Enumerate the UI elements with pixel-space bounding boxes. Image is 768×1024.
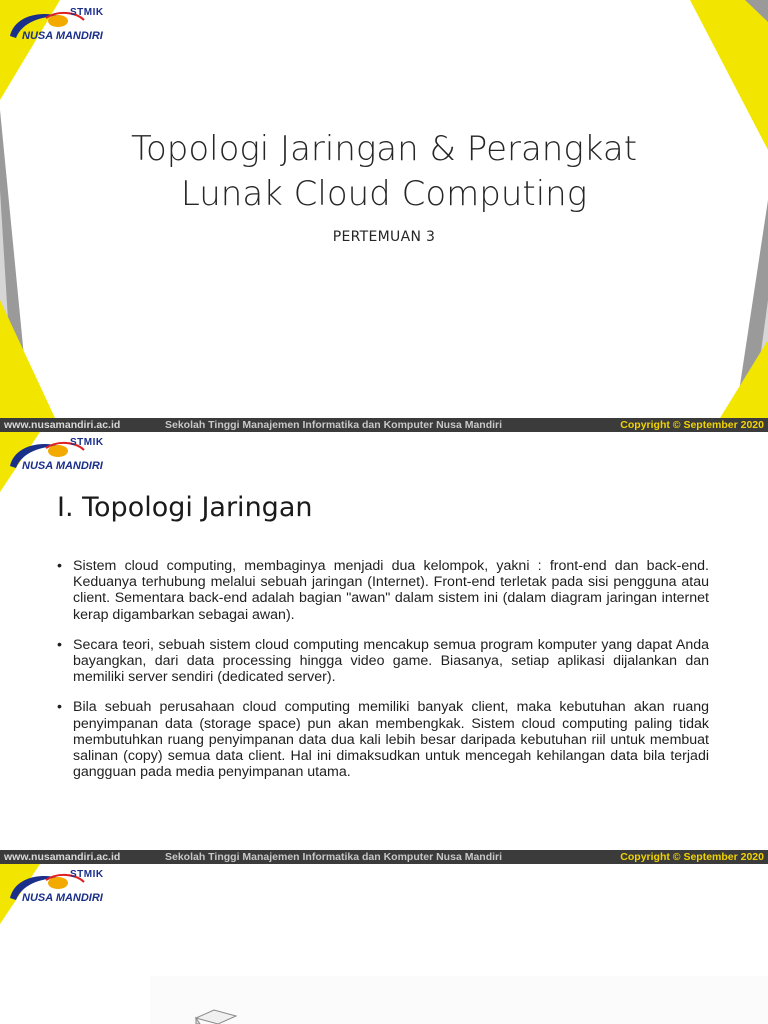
logo-nusa-mandiri-text: NUSA MANDIRI (22, 892, 103, 904)
slide-topologi (0, 432, 768, 850)
logo-nusa-mandiri-text: NUSA MANDIRI (22, 460, 103, 472)
footer-copyright: Copyright © September 2020 (620, 851, 764, 863)
title-line-1: Topologi Jaringan & Perangkat (130, 129, 638, 169)
bullet-item: • Secara teori, sebuah sistem cloud computing mencakup semua program komputer yang dapat Anda bayangkan, dari data processing hingga video game. Biasanya, setiap aplikasi dijalankan dan memiliki server sendiri (dedicated server). (57, 637, 709, 686)
bullet-item: • Sistem cloud computing, membaginya menjadi dua kelompok, yakni : front-end dan back-end. Keduanya terhubung melalui sebuah jaringan (Internet). Front-end terletak pada sisi pengguna atau client. Sementara back-end adalah bagian "awan" dalam sistem ini (dalam diagram jaringan internet kerap digambarkan sebagai awan). (57, 558, 709, 623)
stmik-logo (6, 436, 126, 478)
stmik-logo (6, 6, 126, 48)
title-line-2: Lunak Cloud Computing (180, 174, 588, 214)
logo-nusa-mandiri-text: NUSA MANDIRI (22, 30, 103, 42)
slide-title (0, 0, 768, 418)
slide-footer (0, 418, 768, 432)
slide-next (0, 864, 768, 1024)
logo-stmik-text: STMIK (70, 7, 104, 18)
bullet-item: • Bila sebuah perusahaan cloud computing memiliki banyak client, maka kebutuhan akan ruang penyimpanan data (storage space) pun akan membengkak. Sistem cloud computing paling tidak membutuhkan ruang penyimpanan data dua kali lebih besar daripada kebutuhan riil untuk membuat salinan (copy) semua data client. Hal ini dimaksudkan untuk mencegah kehilangan data bila terjadi gangguan pada media penyimpanan utama. (57, 699, 709, 780)
footer-url: www.nusamandiri.ac.id (4, 419, 121, 431)
stmik-logo (6, 868, 126, 910)
bullet-list (57, 558, 709, 794)
logo-stmik-text: STMIK (70, 437, 104, 448)
footer-school-name: Sekolah Tinggi Manajemen Informatika dan Komputer Nusa Mandiri (165, 851, 503, 863)
presentation-subtitle: PERTEMUAN 3 (332, 229, 436, 245)
section-heading: I. Topologi Jaringan (57, 492, 313, 523)
presentation-title (0, 127, 768, 217)
footer-url: www.nusamandiri.ac.id (4, 851, 121, 863)
footer-school-name: Sekolah Tinggi Manajemen Informatika dan Komputer Nusa Mandiri (165, 419, 503, 431)
logo-stmik-text: STMIK (70, 869, 104, 880)
slide-footer (0, 850, 768, 864)
footer-copyright: Copyright © September 2020 (620, 419, 764, 431)
